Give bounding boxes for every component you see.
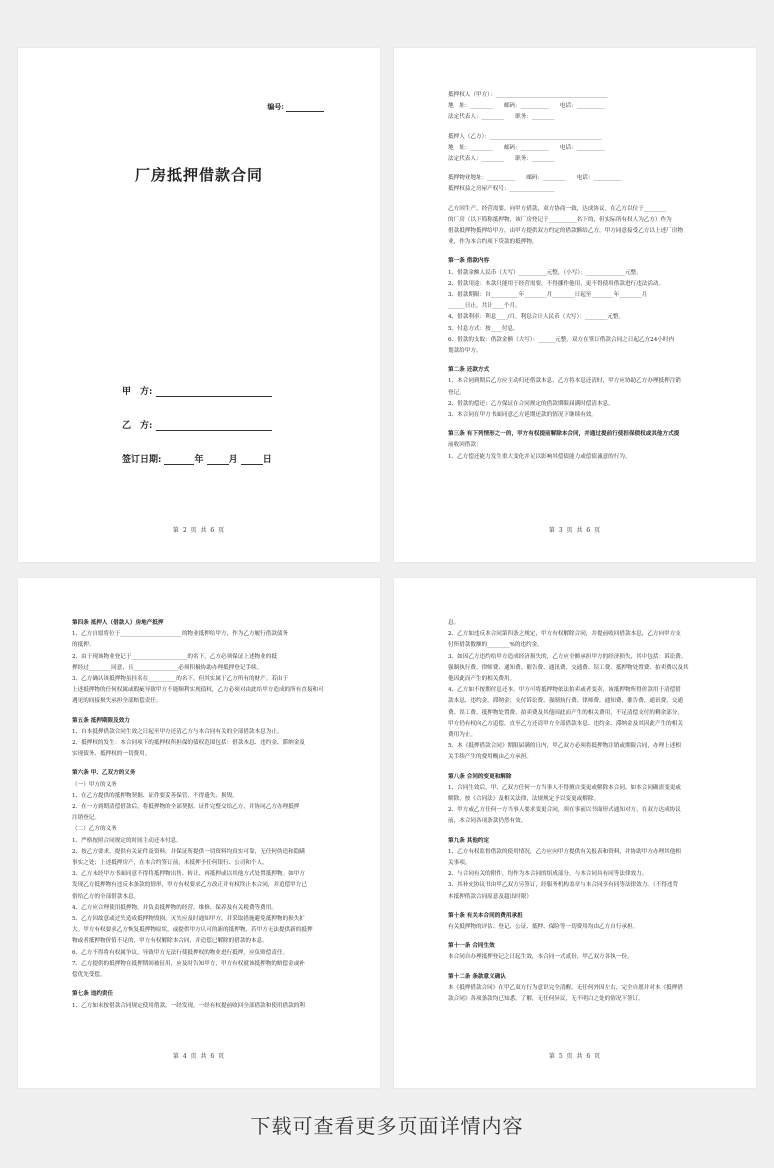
text-line: 7、乙方提供的抵押物在抵押期间被征用，应及时告知甲方，甲方有权就该抵押物的赔偿金或补 [72, 960, 305, 967]
cover-page [18, 48, 380, 562]
text-line: 地 址：________ 邮码：__________ 电话：__________ [448, 144, 605, 151]
text-line: 乙方因生产、经营需要，向甲方借款，双方协商一致，达成协议。在乙方以位于________ [448, 205, 667, 212]
text-line: 解除，按《合同法》及相关法律，法规规定予以变更或解除。 [448, 796, 600, 803]
text-line: 3、如因乙方违约给甲方造成经济损失的，乙方应全额承担甲方的经济损失，其中包括：诉讼费、 [448, 653, 687, 660]
text-line: 本《抵押借款合同》在甲乙双方行为意识完全清醒，无任何外因左右，完全自愿并对本《抵押借 [448, 984, 683, 991]
text-line: 法定代表人：________ 职务：________ [448, 156, 555, 163]
text-line: 借款抵押物抵押给甲方，由甲方提供双方约定的借款额给乙方，甲方同意接受乙方以上述厂房物 [448, 228, 683, 235]
text-line: 他因此而产生的相关费用。 [448, 676, 516, 683]
text-line: 款本息，违约金，滞纳金；支付诉讼费、强制执行费、律师费、通知费、催告费、通讯费、交通 [448, 698, 683, 705]
paragraph-gap [448, 196, 708, 204]
party-a-label: 甲 方: [122, 387, 153, 397]
text-line: 关事项。 [448, 860, 471, 867]
text-line: 3、本合同在甲方书面同意乙方延期还款的情况下继续有效。 [448, 412, 597, 419]
page-footer: 第 2 页 共 6 页 [172, 527, 226, 534]
day-label: 日 [262, 455, 272, 465]
text-line: 2、与合同有关的附件，均作为本合同的组成部分，与本合同具有同等法律效力。 [448, 871, 648, 878]
text-line: 6、借款的支取：借款金额（大写）：______元整，双方在签订借款合同之日起乙方24小时内 [448, 336, 675, 343]
text-line: 1、合同生效后，甲、乙双方任何一方当事人不得擅自变更或解除本合同。如本合同确需变更或 [448, 784, 681, 791]
text-line: 1、借款金额人民币（大写）__________元整，（小写）：______________元整。 [448, 269, 642, 276]
text-line: 5、付息方式：按____付息。 [448, 325, 519, 332]
paragraph-gap [448, 124, 708, 132]
text-line: （一）甲方的义务 [72, 781, 117, 788]
sign-date-line [122, 452, 272, 465]
article-heading: 第八条 合同的变更和解除 [448, 773, 512, 780]
text-line: 2、乙方如违反本合同第四条之规定，甲方有权解除合同，并提前收回借款本息，乙方向甲方支 [448, 631, 681, 638]
page-footer: 第 5 页 共 6 页 [548, 1053, 602, 1060]
text-line: 抵押物业地址：__________ 邮码：________ 电话：__________ [448, 175, 622, 182]
month-label: 月 [228, 455, 238, 465]
text-line: 强制执行费、律师费、通知费、催告费、通讯费、交通费、误工费、抵押物处置费、拍卖费以及其 [448, 664, 689, 671]
article-heading: 第一条 借款内容 [448, 258, 490, 265]
article-heading: 第五条 抵押期限及效力 [72, 717, 130, 724]
month-blank [207, 454, 229, 465]
party-a-line [122, 384, 272, 397]
text-line: 5、乙方因故意或过失造成抵押物毁损，灭失应及时通知甲方，并采取措施避免抵押物的损失扩 [72, 916, 305, 923]
contract-number-label: 编号: [267, 102, 284, 111]
text-line: 费用为止。 [448, 732, 476, 739]
text-line: 发现乙方抵押物有违反本条款的情形，甲方有权要求乙方改正并有权终止本合同，并追偿甲方已 [72, 882, 307, 889]
year-blank [164, 454, 194, 465]
article-heading: 第二条 还款方式 [448, 367, 490, 374]
text-line: 本合同自办理抵押登记之日起生效，本合同一式贰份，甲乙双方各执一份。 [448, 954, 633, 961]
text-line: 押经过________同意，且________________必须积极协助办理抵押登记手续。 [72, 664, 263, 671]
text-line: 划款给甲方。 [448, 348, 482, 355]
text-line: 4、借款利率：利息____/月，利息合计人民币（大写）：________元整。 [448, 314, 625, 321]
text-line: 业，作为本合约项下贷款的抵押物。 [448, 239, 538, 246]
text-line: 抵押人（乙方）：________________________________________ [448, 133, 602, 140]
article-heading: 第六条 甲、乙双方的义务 [72, 770, 136, 777]
contract-title: 厂房抵押借款合同 [134, 166, 263, 184]
text-line: 4、乙方应合理使用抵押物，并负责抵押物的经营、维修、保养及有关税费等费用。 [72, 904, 277, 911]
contract-page-5 [394, 578, 756, 1088]
text-line: 遇见的间接损失承担全部赔偿责任。 [72, 698, 162, 705]
text-line: 2、抵押权的发生：本合同项下的抵押权所担保的债权范围包括：借款本息、违约金、滞纳金及 [72, 740, 305, 747]
text-line: 地 址：________ 邮码：__________ 电话：__________ [448, 103, 605, 110]
text-line: 本抵押借款合同原意及超出时限） [448, 893, 532, 900]
text-line: 前，本合同各项条款仍然有效。 [448, 818, 527, 825]
party-a-blank [156, 386, 272, 397]
text-line: 登记。 [448, 389, 465, 396]
text-line: 甲方仍有权向乙方追偿，直至乙方还清甲方全部借款本息、违约金、滞纳金及其因此产生的相关 [448, 720, 683, 727]
text-line: 1、乙方自愿将位于______________________的物业抵押给甲方，作为乙方履行借款债务 [72, 631, 289, 638]
text-line: 2、在一方到期清偿借款后，将抵押物的全部契据、证件完整交给乙方，并协同乙方办理抵押 [72, 804, 300, 811]
text-line: 有关抵押物的评估、登记、公证、抵押、保险等一切费用均由乙方自行承担。 [448, 924, 639, 931]
text-line: 3、乙方未经甲方书面同意不得将抵押物出售、转让、再抵押或以其他方式处置抵押物。如甲方 [72, 871, 305, 878]
text-line: 实现债务、抵押权的一切费用。 [72, 751, 151, 758]
article-heading: 第七条 违约责任 [72, 991, 114, 998]
text-line: 关手续产生的费用概由乙方承担。 [448, 754, 532, 761]
text-line: 法定代表人：________ 职务：________ [448, 114, 555, 121]
text-line: 偿优先受偿。 [72, 972, 106, 979]
text-line: 1、严格按照合同规定的时间主动还本付息。 [72, 837, 182, 844]
text-line: 2、甲方或乙方任何一方当事人要求变更合同，须在事前以书面形式通知对方，在双方达成协议 [448, 807, 681, 814]
text-line: 抵押权益之房屋产权号：________________ [448, 186, 555, 193]
page-content [448, 90, 708, 463]
text-line: 付所借款数额的________%的违约金。 [448, 642, 543, 649]
party-b-line [122, 418, 272, 431]
page-footer: 第 4 页 共 6 页 [172, 1053, 226, 1060]
text-line: 事实之处；上述抵押房产，在本合约签订前，未抵押予任何银行、公司和个人。 [72, 860, 268, 867]
article-heading: 第十一条 合同生效 [448, 943, 495, 950]
text-line: （二）乙方的义务 [72, 826, 117, 833]
text-line: 3、借款期限：自__________年________月________日起至________年________月 [448, 292, 648, 299]
text-line: 6、乙方不得将有权属争议、导致甲方无法行使抵押权的物业进行抵押，应负赔偿责任。 [72, 949, 289, 956]
article-heading: 第十二条 条款意义确认 [448, 973, 506, 980]
text-line: 的厂房（以下简称抵押物，该厂房登记于__________名下的，但实际所有权人为乙方）作为 [448, 216, 672, 223]
article-heading: 第三条 有下列情形之一的，甲方有权提前解除本合同，并通过提前行使担保债权或其他方式提 [448, 431, 680, 438]
page-content [72, 618, 332, 1012]
day-blank [241, 454, 263, 465]
contract-number [267, 102, 324, 112]
contract-number-blank [286, 103, 324, 112]
text-line: 上述抵押物的任何权属或瑕疵导致甲方不能顺利实现债权，乙方必须对由此给甲方造成的所有直接和可 [72, 687, 324, 694]
article-heading: 第十条 有关本合同的费用承担 [448, 912, 523, 919]
download-caption: 下载可查看更多页面详情内容 [250, 1114, 524, 1138]
text-line: 的抵押。 [72, 642, 95, 649]
text-line: 3、其补充协议书由甲乙双方另签订，经服务机构盖章与本合同享有同等法律效力。（不得违背 [448, 882, 679, 889]
text-line: 3、乙方确认该抵押物虽挂名在__________的名下，但其实属于乙方所有的财产。若由于 [72, 676, 289, 683]
article-heading: 第九条 其他约定 [448, 837, 490, 844]
party-b-label: 乙 方: [122, 421, 153, 431]
text-line: 2、由于现该物业登记于____________________的名下，乙方必须保证上述物业的抵 [72, 653, 277, 660]
page-footer: 第 3 页 共 6 页 [548, 527, 602, 534]
text-line: 借给乙方的全部借款本息。 [72, 893, 140, 900]
text-line: 5、本《抵押借款合同》期限届满的日内，甲乙双方必须将抵押物注销或期限合同，办理上述相 [448, 743, 681, 750]
text-line: 前收回借款： [448, 442, 482, 449]
text-line: 2、借款的偿还：乙方保证在合同规定的借款期限届满时偿清本息。 [448, 400, 614, 407]
text-line: 1、自本抵押借款合同生效之日起至甲方还清乙方与本合同有关的全部借款本息为止。 [72, 728, 283, 735]
text-line: ______日止，共计____个月。 [448, 303, 521, 310]
text-line: 物或者抵押物价值不足的，甲方有权解除本合同，并追偿已解除的借款的本息。 [72, 938, 268, 945]
text-line: 抵押权人（甲方）：________________________________________ [448, 92, 608, 98]
article-heading: 第四条 抵押人（借款人）房地产抵押 [72, 620, 164, 626]
text-line: 费、误工费、抵押物处置费、拍卖费及其他因此而产生的相关费用，不足清偿支付的剩余部分， [448, 709, 683, 716]
text-line: 4、乙方如不按期付息还本，甲方可将抵押物依法拍卖或者变卖，该抵押物所得价款用于清偿借 [448, 687, 681, 694]
page-content [448, 618, 708, 1005]
text-line: 1、本合同到期后乙方应主动归还借款本息，乙方将本息还清时，甲方应协助乙方办理抵押注销 [448, 378, 681, 385]
text-line: 注销登记。 [72, 815, 100, 822]
text-line: 1、乙方偿还能力发生重大变化并足以影响其偿债能力或偿债诚意的行为。 [448, 453, 631, 460]
text-line: 1、乙方如未按借款合同规定使用借款，一经发现，一经有权提前收回全部借款和使用借款的利 [72, 1002, 305, 1009]
sign-date-label: 签订日期: [122, 455, 162, 465]
year-label: 年 [194, 455, 204, 465]
text-line: 1、在乙方提供的抵押物契据、证件要妥善保管，不得遗失、损毁。 [72, 792, 238, 799]
contract-page-3 [394, 48, 756, 562]
text-line: 息。 [448, 620, 460, 626]
contract-page-4 [18, 578, 380, 1088]
paragraph-gap [448, 165, 708, 173]
text-line: 2、按乙方要求，提供有关证件及资料，并保证所提供一切资料均真实可靠，无任何伪造和隐瞒 [72, 848, 305, 855]
text-line: 1、乙方有权监督借款的使用情况，乙方应向甲方提供有关报表和资料，并协助甲方办理其他相 [448, 848, 681, 855]
text-line: 款合同》各项条款均已知悉，了解，无任何异议，无不明白之处的情况下签订。 [448, 996, 644, 1003]
text-line: 大。甲方有权要求乙方恢复抵押物原状，或提供甲方认可的新的抵押物，若甲方无法提供新的抵押 [72, 927, 313, 934]
text-line: 2、借款用途：本款只能用于经营需要，不得挪作他用，更不得使用借款进行违法活动。 [448, 280, 665, 287]
party-b-blank [156, 420, 272, 431]
